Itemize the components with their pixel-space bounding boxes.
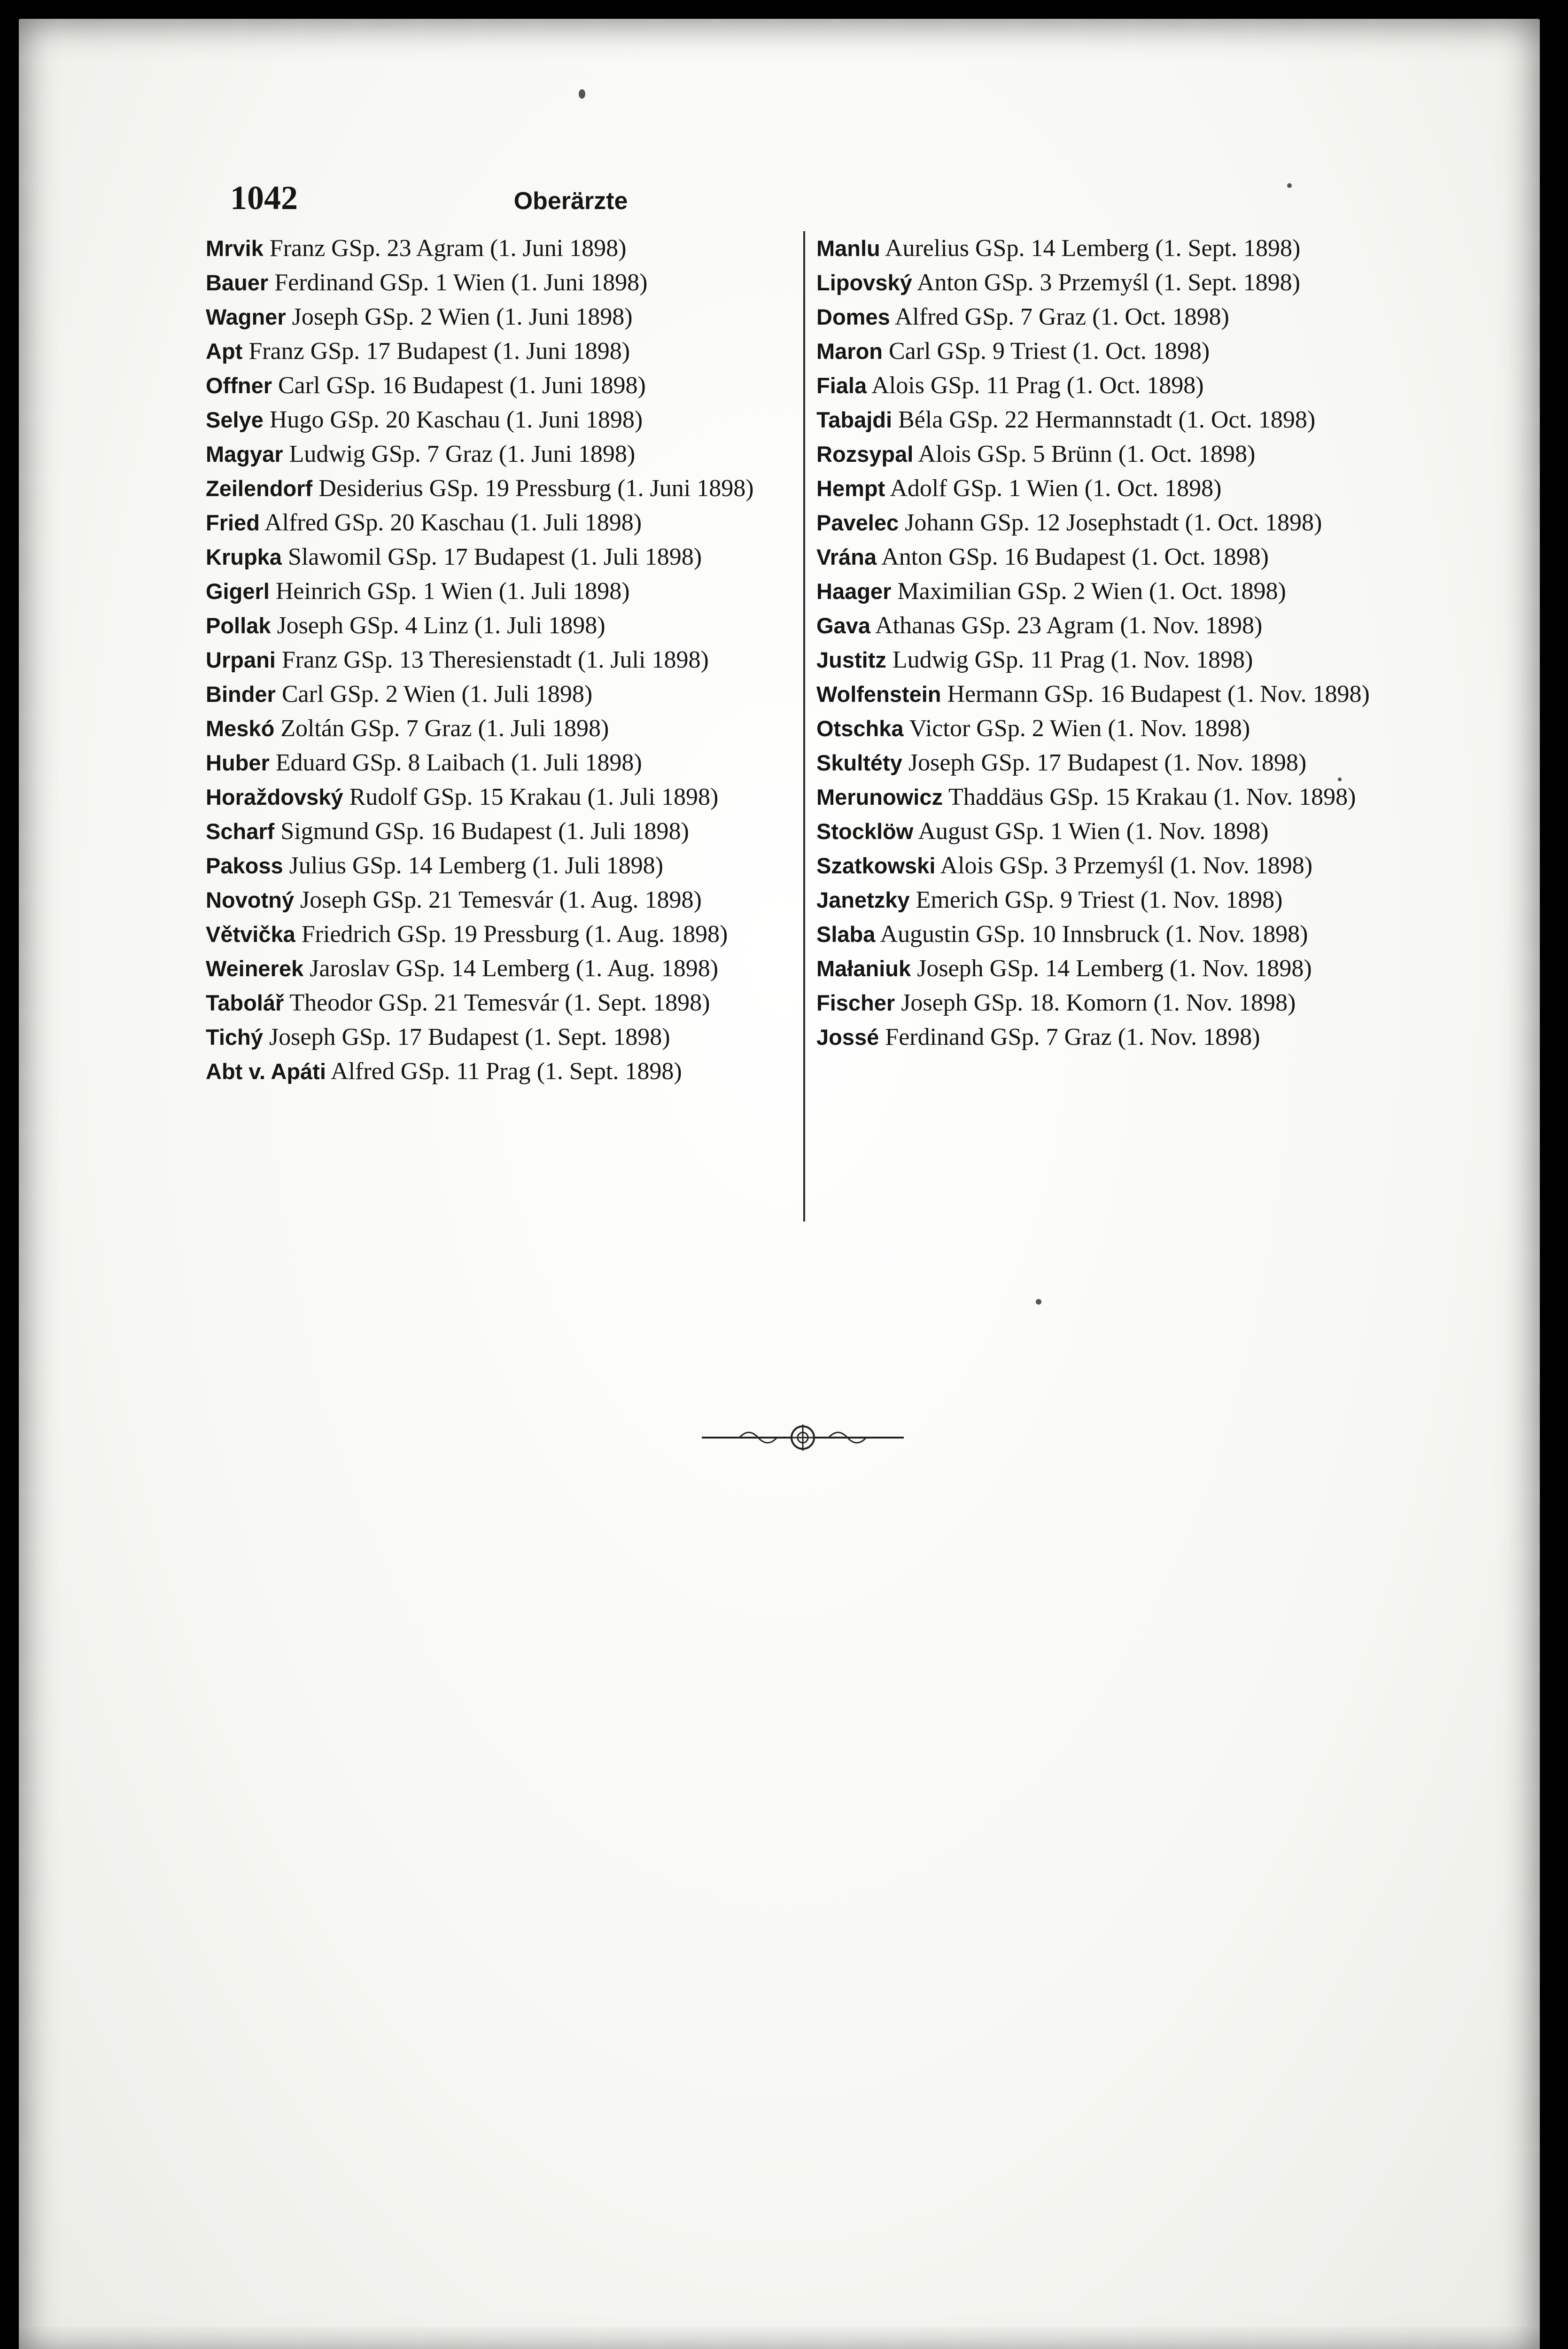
surname: Novotný xyxy=(206,887,294,912)
surname: Vrána xyxy=(816,544,877,569)
entry-details: Augustin GSp. 10 Innsbruck (1. Nov. 1898) xyxy=(880,921,1308,948)
roster-entry xyxy=(206,608,798,643)
surname: Fischer xyxy=(816,990,895,1015)
left-column xyxy=(206,231,798,1089)
entry-details: Alois GSp. 3 Przemyśl (1. Nov. 1898) xyxy=(940,852,1313,879)
surname: Domes xyxy=(816,304,890,329)
surname: Tabolář xyxy=(206,990,284,1015)
surname: Selye xyxy=(206,407,264,432)
roster-entry xyxy=(206,437,798,471)
entry-details: Slawomil GSp. 17 Budapest (1. Juli 1898) xyxy=(287,544,702,570)
entry-details: Joseph GSp. 17 Budapest (1. Nov. 1898) xyxy=(908,749,1307,776)
surname: Větvička xyxy=(206,922,295,947)
roster-entry xyxy=(206,986,798,1020)
roster-entry xyxy=(206,403,798,437)
roster-entry xyxy=(206,677,798,711)
surname: Stocklöw xyxy=(816,819,914,844)
entry-details: August GSp. 1 Wien (1. Nov. 1898) xyxy=(918,818,1269,845)
entry-details: Eduard GSp. 8 Laibach (1. Juli 1898) xyxy=(275,749,642,776)
surname: Mrvik xyxy=(206,236,264,261)
surname: Janetzky xyxy=(816,887,910,912)
roster-entry xyxy=(816,540,1419,574)
entry-details: Carl GSp. 2 Wien (1. Juli 1898) xyxy=(281,681,593,708)
roster-entry xyxy=(816,711,1419,746)
roster-entry xyxy=(206,951,798,986)
surname: Wagner xyxy=(206,304,286,329)
roster-entry xyxy=(206,300,798,334)
surname: Zeilendorf xyxy=(206,476,313,501)
surname: Meskó xyxy=(206,716,275,741)
roster-entry xyxy=(816,608,1419,643)
entry-details: Rudolf GSp. 15 Krakau (1. Juli 1898) xyxy=(349,784,719,810)
entry-details: Ludwig GSp. 11 Prag (1. Nov. 1898) xyxy=(892,646,1253,673)
roster-entry xyxy=(816,746,1419,780)
entry-details: Franz GSp. 13 Theresienstadt (1. Juli 1898) xyxy=(281,646,709,673)
surname: Apt xyxy=(206,339,243,364)
print-speck xyxy=(579,89,585,99)
roster-entry xyxy=(206,265,798,300)
entry-details: Joseph GSp. 18. Komorn (1. Nov. 1898) xyxy=(901,989,1296,1016)
surname: Gigerl xyxy=(206,579,270,604)
print-speck xyxy=(1287,183,1292,188)
surname: Abt v. Apáti xyxy=(206,1059,326,1084)
surname: Wolfenstein xyxy=(816,682,941,707)
surname: Pavelec xyxy=(816,510,899,535)
surname: Bauer xyxy=(206,270,269,295)
entry-details: Julius GSp. 14 Lemberg (1. Juli 1898) xyxy=(289,852,663,879)
entry-details: Hermann GSp. 16 Budapest (1. Nov. 1898) xyxy=(947,681,1370,708)
entry-details: Carl GSp. 9 Triest (1. Oct. 1898) xyxy=(889,338,1210,365)
entry-details: Sigmund GSp. 16 Budapest (1. Juli 1898) xyxy=(280,818,689,845)
roster-entry xyxy=(206,780,798,814)
entry-details: Ludwig GSp. 7 Graz (1. Juni 1898) xyxy=(289,441,636,467)
surname: Manlu xyxy=(816,236,880,261)
entry-details: Franz GSp. 17 Budapest (1. Juni 1898) xyxy=(248,338,630,365)
entry-details: Hugo GSp. 20 Kaschau (1. Juni 1898) xyxy=(269,406,643,433)
running-title: Oberärzte xyxy=(513,187,628,215)
entry-details: Emerich GSp. 9 Triest (1. Nov. 1898) xyxy=(916,887,1283,913)
entry-details: Carl GSp. 16 Budapest (1. Juni 1898) xyxy=(278,372,646,399)
roster-entry xyxy=(206,574,798,608)
surname: Merunowicz xyxy=(816,785,943,809)
surname: Maron xyxy=(816,339,883,364)
surname: Pollak xyxy=(206,613,271,638)
surname: Magyar xyxy=(206,442,283,467)
roster-entry xyxy=(206,711,798,746)
roster-entry xyxy=(206,540,798,574)
print-speck xyxy=(1036,1299,1041,1305)
print-speck xyxy=(1338,778,1342,781)
roster-entry xyxy=(816,951,1419,986)
entry-details: Alfred GSp. 20 Kaschau (1. Juli 1898) xyxy=(264,509,642,536)
surname: Binder xyxy=(206,682,276,707)
roster-entry xyxy=(816,506,1419,540)
roster-entry xyxy=(206,917,798,951)
entry-details: Anton GSp. 3 Przemyśl (1. Sept. 1898) xyxy=(916,269,1300,296)
surname: Gava xyxy=(816,613,870,638)
entry-details: Aurelius GSp. 14 Lemberg (1. Sept. 1898) xyxy=(885,235,1301,262)
entry-details: Desiderius GSp. 19 Pressburg (1. Juni 1898) xyxy=(318,475,754,502)
roster-entry xyxy=(816,265,1419,300)
surname: Urpani xyxy=(206,647,276,672)
roster-entry xyxy=(816,368,1419,403)
roster-entry xyxy=(816,334,1419,368)
entry-details: Joseph GSp. 14 Lemberg (1. Nov. 1898) xyxy=(917,955,1312,982)
entry-details: Alfred GSp. 7 Graz (1. Oct. 1898) xyxy=(894,303,1229,330)
surname: Fiala xyxy=(816,373,867,398)
entry-details: Friedrich GSp. 19 Pressburg (1. Aug. 1898) xyxy=(301,921,728,948)
roster-entry xyxy=(816,780,1419,814)
roster-entry xyxy=(206,471,798,506)
surname: Otschka xyxy=(816,716,904,741)
surname: Hempt xyxy=(816,476,885,501)
entry-details: Thaddäus GSp. 15 Krakau (1. Nov. 1898) xyxy=(948,784,1356,810)
roster-entry xyxy=(206,231,798,265)
surname: Skultéty xyxy=(816,750,902,775)
entry-details: Victor GSp. 2 Wien (1. Nov. 1898) xyxy=(909,715,1250,742)
surname: Tichý xyxy=(206,1025,263,1050)
surname: Offner xyxy=(206,373,272,398)
surname: Scharf xyxy=(206,819,275,844)
roster-entry xyxy=(206,848,798,883)
entry-details: Joseph GSp. 17 Budapest (1. Sept. 1898) xyxy=(269,1024,670,1050)
surname: Weinerek xyxy=(206,956,304,981)
surname: Szatkowski xyxy=(816,853,936,878)
surname: Krupka xyxy=(206,544,282,569)
entry-details: Alois GSp. 11 Prag (1. Oct. 1898) xyxy=(871,372,1204,399)
roster-entry xyxy=(206,368,798,403)
ornament-divider xyxy=(702,1419,904,1456)
entry-details: Zoltán GSp. 7 Graz (1. Juli 1898) xyxy=(280,715,609,742)
entry-details: Athanas GSp. 23 Agram (1. Nov. 1898) xyxy=(875,612,1263,639)
roster-entry xyxy=(816,917,1419,951)
entry-details: Maximilian GSp. 2 Wien (1. Oct. 1898) xyxy=(897,578,1286,605)
right-column xyxy=(816,231,1419,1054)
roster-entry xyxy=(816,471,1419,506)
surname: Jossé xyxy=(816,1025,879,1050)
roster-entry xyxy=(816,1020,1419,1054)
surname: Justitz xyxy=(816,647,886,672)
entry-details: Anton GSp. 16 Budapest (1. Oct. 1898) xyxy=(881,544,1269,570)
entry-details: Alois GSp. 5 Brünn (1. Oct. 1898) xyxy=(918,441,1256,467)
roster-entry xyxy=(816,231,1419,265)
surname: Małaniuk xyxy=(816,956,911,981)
entry-details: Alfred GSp. 11 Prag (1. Sept. 1898) xyxy=(331,1058,682,1085)
roster-entry xyxy=(816,814,1419,848)
roster-entry xyxy=(816,986,1419,1020)
roster-entry xyxy=(816,848,1419,883)
roster-entry xyxy=(206,1054,798,1089)
roster-entry xyxy=(816,437,1419,471)
surname: Pakoss xyxy=(206,853,283,878)
surname: Fried xyxy=(206,510,260,535)
roster-entry xyxy=(816,403,1419,437)
roster-entry xyxy=(206,506,798,540)
roster-entry xyxy=(206,1020,798,1054)
surname: Huber xyxy=(206,750,270,775)
roster-entry xyxy=(206,814,798,848)
entry-details: Joseph GSp. 21 Temesvár (1. Aug. 1898) xyxy=(300,887,702,913)
surname: Horaždovský xyxy=(206,785,343,809)
surname: Haager xyxy=(816,579,892,604)
entry-details: Theodor GSp. 21 Temesvár (1. Sept. 1898) xyxy=(289,989,710,1016)
roster-entry xyxy=(206,643,798,677)
column-divider xyxy=(803,231,805,1221)
roster-entry xyxy=(816,300,1419,334)
roster-entry xyxy=(206,883,798,917)
entry-details: Heinrich GSp. 1 Wien (1. Juli 1898) xyxy=(275,578,630,605)
roster-entry xyxy=(816,677,1419,711)
entry-details: Ferdinand GSp. 1 Wien (1. Juni 1898) xyxy=(274,269,648,296)
roster-entry xyxy=(816,883,1419,917)
roster-entry xyxy=(206,746,798,780)
surname: Lipovský xyxy=(816,270,912,295)
entry-details: Joseph GSp. 4 Linz (1. Juli 1898) xyxy=(277,612,605,639)
entry-details: Adolf GSp. 1 Wien (1. Oct. 1898) xyxy=(890,475,1222,502)
surname: Slaba xyxy=(816,922,876,947)
entry-details: Ferdinand GSp. 7 Graz (1. Nov. 1898) xyxy=(885,1024,1260,1050)
surname: Tabajdi xyxy=(816,407,893,432)
entry-details: Johann GSp. 12 Josephstadt (1. Oct. 1898) xyxy=(905,509,1322,536)
roster-entry xyxy=(206,334,798,368)
surname: Rozsypal xyxy=(816,442,914,467)
page-number: 1042 xyxy=(230,179,298,217)
roster-entry xyxy=(816,643,1419,677)
entry-details: Franz GSp. 23 Agram (1. Juni 1898) xyxy=(269,235,627,262)
entry-details: Béla GSp. 22 Hermannstadt (1. Oct. 1898) xyxy=(898,406,1316,433)
entry-details: Joseph GSp. 2 Wien (1. Juni 1898) xyxy=(292,303,633,330)
entry-details: Jaroslav GSp. 14 Lemberg (1. Aug. 1898) xyxy=(310,955,719,982)
roster-entry xyxy=(816,574,1419,608)
page-header xyxy=(230,179,911,226)
